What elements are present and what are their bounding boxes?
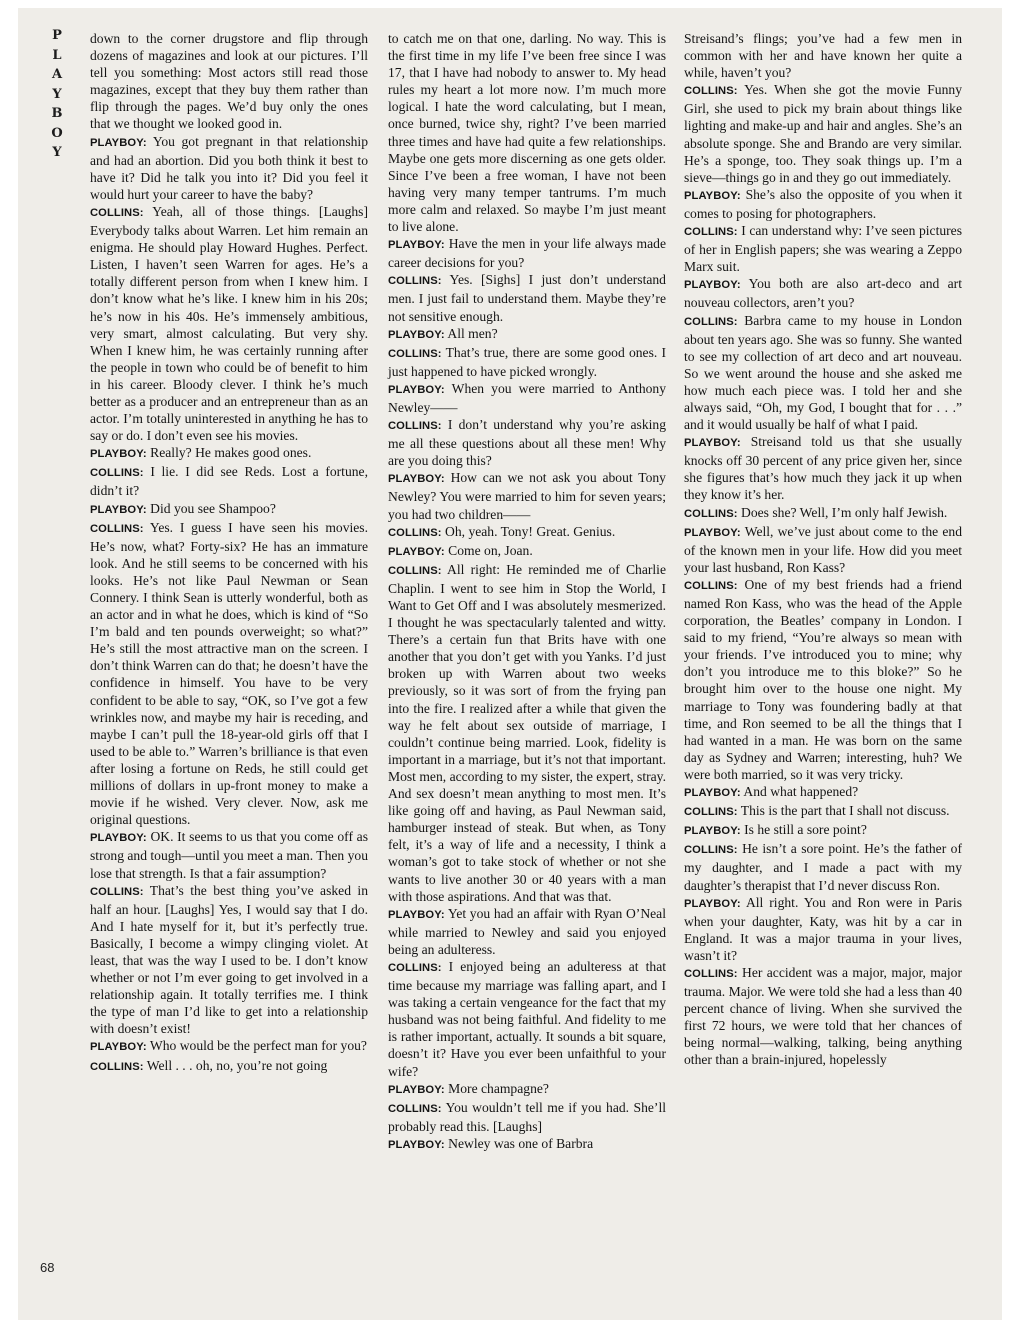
paragraph <box>90 30 368 133</box>
paragraph-text: Oh, yeah. Tony! Great. Genius. <box>445 523 616 539</box>
paragraph-text: Newley was one of Barbra <box>448 1135 594 1151</box>
paragraph-text: Barbra came to my house in London about ten years ago. She was so funny. She wanted to see my collection of art deco and art nouveau. So we went around the house and she asked me how much each piece was. I told her and she always said, “Oh, my God, I bought that for . . .” and it would usually be half of what I paid. <box>684 312 962 433</box>
speaker-label: COLLINS: <box>684 507 738 520</box>
speaker-label: COLLINS: <box>90 885 144 898</box>
paragraph <box>90 1057 368 1076</box>
paragraph <box>388 271 666 324</box>
speaker-label: COLLINS: <box>388 564 442 577</box>
speaker-label: COLLINS: <box>388 961 442 974</box>
speaker-label: COLLINS: <box>388 526 442 539</box>
speaker-label: COLLINS: <box>684 579 738 592</box>
paragraph <box>388 1099 666 1135</box>
speaker-label: COLLINS: <box>388 347 442 360</box>
paragraph <box>684 523 962 576</box>
paragraph <box>684 783 962 802</box>
speaker-label: COLLINS: <box>684 226 738 239</box>
speaker-label: COLLINS: <box>388 420 442 433</box>
text-column-3 <box>684 30 962 1069</box>
paragraph-text: Her accident was a major, major, major trauma. Major. We were told she had a less than 40 percent chance of living. When she survived the first 72 hours, we were told that her chances of being normal—walking, talking, being anything other than a brain-injured, hopelessly <box>684 964 962 1068</box>
paragraph-text: I can understand why: I’ve seen pictures of her in English papers; she was wearing a Zeppo Marx suit. <box>684 223 963 275</box>
paragraph-text: You both are also art-deco and art nouveau collectors, aren’t you? <box>684 276 962 311</box>
paragraph <box>684 964 962 1069</box>
speaker-label: COLLINS: <box>684 967 738 980</box>
paragraph <box>684 81 962 186</box>
paragraph <box>684 576 962 783</box>
paragraph-text: How can we not ask you about Tony Newley? You were married to him for seven years; you had two children—— <box>388 470 666 522</box>
paragraph-text: Well . . . oh, no, you’re not going <box>146 1057 328 1073</box>
paragraph <box>684 504 962 523</box>
paragraph-text: More champagne? <box>448 1080 549 1096</box>
paragraph-text: Yet you had an affair with Ryan O’Neal while married to Newley and said you enjoyed being an adulteress. <box>388 905 666 957</box>
paragraph-text: One of my best friends had a friend named Ron Kass, who was the head of the Apple corporation, the Beatles’ company in London. I said to my friend, “You’re always so mean with your friends. I’ve introduced you to mine; why don’t you introduce me to this bloke?” So he brought him over to the house one night. My marriage to Tony was foundering badly at that time, and Ron seemed to be all the things that I had wanted in a man. He was born on the same day as Sydney and Warren; interesting, huh? We were both married, so it was very tricky. <box>684 576 962 782</box>
magazine-page <box>18 8 1002 1320</box>
paragraph-text: That’s the best thing you’ve asked in half an hour. [Laughs] Yes, I would say that I do. And I hate myself for it, but it’s perfectly true. Basically, I become a wimpy clinging violet. At least, that was the way I used to be. I don’t know whether or not I’m ever going to get involved in a relationship again. It totally terrifies me. I think the type of man I’d like to get into a relationship with doesn’t exist! <box>90 882 368 1037</box>
paragraph <box>90 828 368 881</box>
paragraph <box>90 133 368 203</box>
paragraph <box>90 882 368 1038</box>
speaker-label: COLLINS: <box>684 844 738 857</box>
text-column-2 <box>388 30 666 1154</box>
paragraph <box>388 1135 666 1154</box>
page-number: 68 <box>40 1260 55 1275</box>
paragraph-text: Come on, Joan. <box>448 542 533 558</box>
paragraph-text: That’s true, there are some good ones. I just happened to have picked wrongly. <box>388 344 666 379</box>
paragraph-text: Yes. [Sighs] I just don’t understand men. I just fail to understand them. Maybe they’re not sensitive enough. <box>388 272 666 324</box>
paragraph-text: Who would be the perfect man for you? <box>149 1038 367 1054</box>
paragraph-text: Well, we’ve just about come to the end of the known men in your life. How did you meet your last husband, Ron Kass? <box>684 523 963 575</box>
paragraph <box>388 469 666 522</box>
paragraph <box>388 523 666 542</box>
paragraph-text: She’s also the opposite of you when it comes to posing for photographers. <box>684 186 962 221</box>
paragraph-text: Yeah, all of those things. [Laughs] Everybody talks about Warren. Let him remain an enigma. He should play Howard Hughes. Perfect. Listen, I haven’t seen Warren for ages. He’s a totally different person from when I knew him. I don’t know what he’s like. I knew him in his 20s; he’s now in his 40s. He’s immensely ambitious, very smart, almost calculating. But very shy. When I knew him, he was certainly running after the people in town who could be of benefit to him in his career. Bloody clever. I think he’s much better as a producer and an entrepreneur than as an actor. I’m totally uninterested in anything he has to say or do. I don’t even see his movies. <box>90 203 368 444</box>
paragraph-text: All right. You and Ron were in Paris when your daughter, Katy, was hit by a car in England. It was a major trauma in your lives, wasn’t it? <box>684 894 962 963</box>
paragraph <box>684 840 962 893</box>
paragraph <box>90 500 368 519</box>
speaker-label: COLLINS: <box>90 467 144 480</box>
speaker-label: PLAYBOY: <box>90 136 147 149</box>
paragraph <box>684 312 962 434</box>
paragraph <box>684 894 962 964</box>
paragraph <box>388 380 666 416</box>
speaker-label: PLAYBOY: <box>388 545 445 558</box>
paragraph <box>388 416 666 469</box>
speaker-label: PLAYBOY: <box>684 825 741 838</box>
speaker-label: PLAYBOY: <box>684 897 741 910</box>
paragraph <box>684 30 962 81</box>
paragraph <box>684 186 962 222</box>
paragraph-text: You got pregnant in that relationship and had an abortion. Did you both think it best to have it? Did he talk you into it? Did you feel it would hurt your career to have the baby? <box>90 133 368 202</box>
paragraph <box>90 463 368 499</box>
paragraph <box>388 542 666 561</box>
text-column-1 <box>90 30 368 1076</box>
paragraph-text: Does she? Well, I’m only half Jewish. <box>741 504 948 520</box>
paragraph <box>90 519 368 829</box>
paragraph <box>388 30 666 235</box>
speaker-label: PLAYBOY: <box>388 383 445 396</box>
paragraph-text: to catch me on that one, darling. No way. This is the first time in my life I’ve been free since I was 17, that I have had nobody to answer to. My head rules my heart a lot more now. I’m much more logical. I hate the word calculating, but I mean, once burned, twice shy, right? I’ve been married three times and have had quite a few relationships. Maybe one gets more discerning as one gets older. Since I’ve been a free woman, I have not been having very many temper tantrums. I’m much more calm and relaxed. So maybe I’m just meant to live alone. <box>388 31 666 235</box>
paragraph <box>388 1080 666 1099</box>
speaker-label: COLLINS: <box>388 1102 442 1115</box>
paragraph-text: I don’t understand why you’re asking me all these questions about all these men! Why are you doing this? <box>388 417 666 469</box>
paragraph <box>388 344 666 380</box>
paragraph <box>684 222 962 275</box>
paragraph-text: Is he still a sore point? <box>744 822 867 838</box>
speaker-label: PLAYBOY: <box>388 1138 445 1151</box>
paragraph-text: Did you see Shampoo? <box>150 500 276 516</box>
paragraph-text: down to the corner drugstore and flip through dozens of magazines and look at our pictures. I’ll tell you something: Most actors still read those magazines, except that they buy them rather than flip through the pages. We’d buy only the ones that we thought we looked good in. <box>90 31 368 132</box>
paragraph-text: When you were married to Anthony Newley—— <box>388 380 667 415</box>
speaker-label: PLAYBOY: <box>90 448 147 461</box>
paragraph-text: Yes. When she got the movie Funny Girl, she used to pick my brain about things like lighting and make-up and hair and angles. She’s an absolute sponge. She and Brando are very similar. He’s a sponge, too. They soak things up. I’m a sieve—things go in and they go out immediately. <box>684 82 962 185</box>
speaker-label: PLAYBOY: <box>90 832 147 845</box>
speaker-label: PLAYBOY: <box>90 503 147 516</box>
speaker-label: PLAYBOY: <box>684 787 741 800</box>
speaker-label: PLAYBOY: <box>388 473 445 486</box>
speaker-label: COLLINS: <box>684 315 738 328</box>
speaker-label: PLAYBOY: <box>388 239 445 252</box>
paragraph-text: Streisand’s flings; you’ve had a few men in common with her and have known her quite a while, haven’t you? <box>684 31 962 81</box>
speaker-label: PLAYBOY: <box>90 1041 147 1054</box>
paragraph <box>684 275 962 311</box>
paragraph <box>684 433 962 503</box>
speaker-label: PLAYBOY: <box>684 189 741 202</box>
speaker-label: PLAYBOY: <box>388 1083 445 1096</box>
speaker-label: PLAYBOY: <box>388 908 445 921</box>
paragraph-text: Yes. I guess I have seen his movies. He’s now, what? Forty-six? He has an immature look. And he still seems to be concerned with his looks. He’s not like Paul Newman or Sean Connery. I think Sean is utterly wonderful, both as an actor and in what he does, which is kind of “So I’m bald and ten pounds overweight; so what?” He’s still the most attractive man on the screen. I don’t think Warren can do that; he doesn’t have the confidence in himself. You have to be very confident to be able to say, “OK, so I’ve got a few wrinkles now, and maybe my hair is receding, and maybe I can’t pull the 18-year-old girls off that I used to be able to.” Warren’s brilliance is that even after losing a fortune on Reds, he still could get millions of dollars in up-front money to make a movie if he wished. Very clever. Now, ask me original questions. <box>90 519 368 828</box>
running-head: P L A Y B O Y <box>51 28 63 160</box>
paragraph <box>90 1037 368 1056</box>
speaker-label: PLAYBOY: <box>684 279 741 292</box>
paragraph <box>388 561 666 905</box>
speaker-label: COLLINS: <box>684 85 738 98</box>
paragraph-text: And what happened? <box>743 784 859 800</box>
paragraph <box>388 958 666 1080</box>
paragraph-text: This is the part that I shall not discuss. <box>740 803 950 819</box>
paragraph-text: All right: He reminded me of Charlie Chaplin. I went to see him in Stop the World, I Want to Get Off and I was absolutely mesmerized. I thought he was spectacularly talented and witty. There’s a certain fun that Brits have with one another that you don’t get with you Yanks. I’d just broken up with Warren about two weeks previously, so it was sort of from the frying pan into the fire. I realized after a while that given the way he felt about sex outside of marriage, I couldn’t continue being married. Look, fidelity is important in a marriage, but it’s not that important. Most men, according to my sister, the expert, stray. And sex doesn’t mean anything to most men. It’s like going off and having, as Paul Newman said, hamburger instead of steak. But when, as Tony felt, it’s a way of life and a necessity, I think a woman’s got to take stock of whether or not she wants to live another 30 or 40 years with a man with those aspirations. And that was that. <box>388 561 666 904</box>
speaker-label: PLAYBOY: <box>684 526 741 539</box>
paragraph <box>388 325 666 344</box>
paragraph-text: Really? He makes good ones. <box>150 445 312 461</box>
paragraph <box>388 905 666 958</box>
speaker-label: COLLINS: <box>90 522 144 535</box>
paragraph <box>684 821 962 840</box>
paragraph-text: I enjoyed being an adulteress at that time because my marriage was falling apart, and I was taking a certain vengeance for the fact that my husband was not being faithful. And fidelity to me is rather important, actually. It sounds a bit square, doesn’t it? Have you ever been unfaithful to your wife? <box>388 958 667 1079</box>
paragraph <box>388 235 666 271</box>
paragraph-text: I lie. I did see Reds. Lost a fortune, didn’t it? <box>90 464 368 499</box>
paragraph-text: Streisand told us that she usually knocks off 30 percent of any price given her, since she figures that’s how much they jack it up when they know it’s her. <box>684 434 963 503</box>
speaker-label: COLLINS: <box>388 275 442 288</box>
paragraph-text: Have the men in your life always made career decisions for you? <box>388 236 666 271</box>
paragraph-text: All men? <box>447 325 498 341</box>
paragraph-text: OK. It seems to us that you come off as strong and tough—until you meet a man. Then you lose that strength. Is that a fair assumption? <box>90 829 369 881</box>
speaker-label: COLLINS: <box>90 1060 144 1073</box>
speaker-label: COLLINS: <box>684 806 738 819</box>
paragraph <box>90 203 368 444</box>
paragraph <box>684 802 962 821</box>
paragraph-text: He isn’t a sore point. He’s the father of my daughter, and I made a pact with my daughter’s therapist that I’d never discuss Ron. <box>684 841 962 893</box>
paragraph <box>90 444 368 463</box>
paragraph-text: You wouldn’t tell me if you had. She’ll probably read this. [Laughs] <box>388 1099 666 1134</box>
speaker-label: COLLINS: <box>90 206 144 219</box>
speaker-label: PLAYBOY: <box>684 437 741 450</box>
speaker-label: PLAYBOY: <box>388 328 445 341</box>
